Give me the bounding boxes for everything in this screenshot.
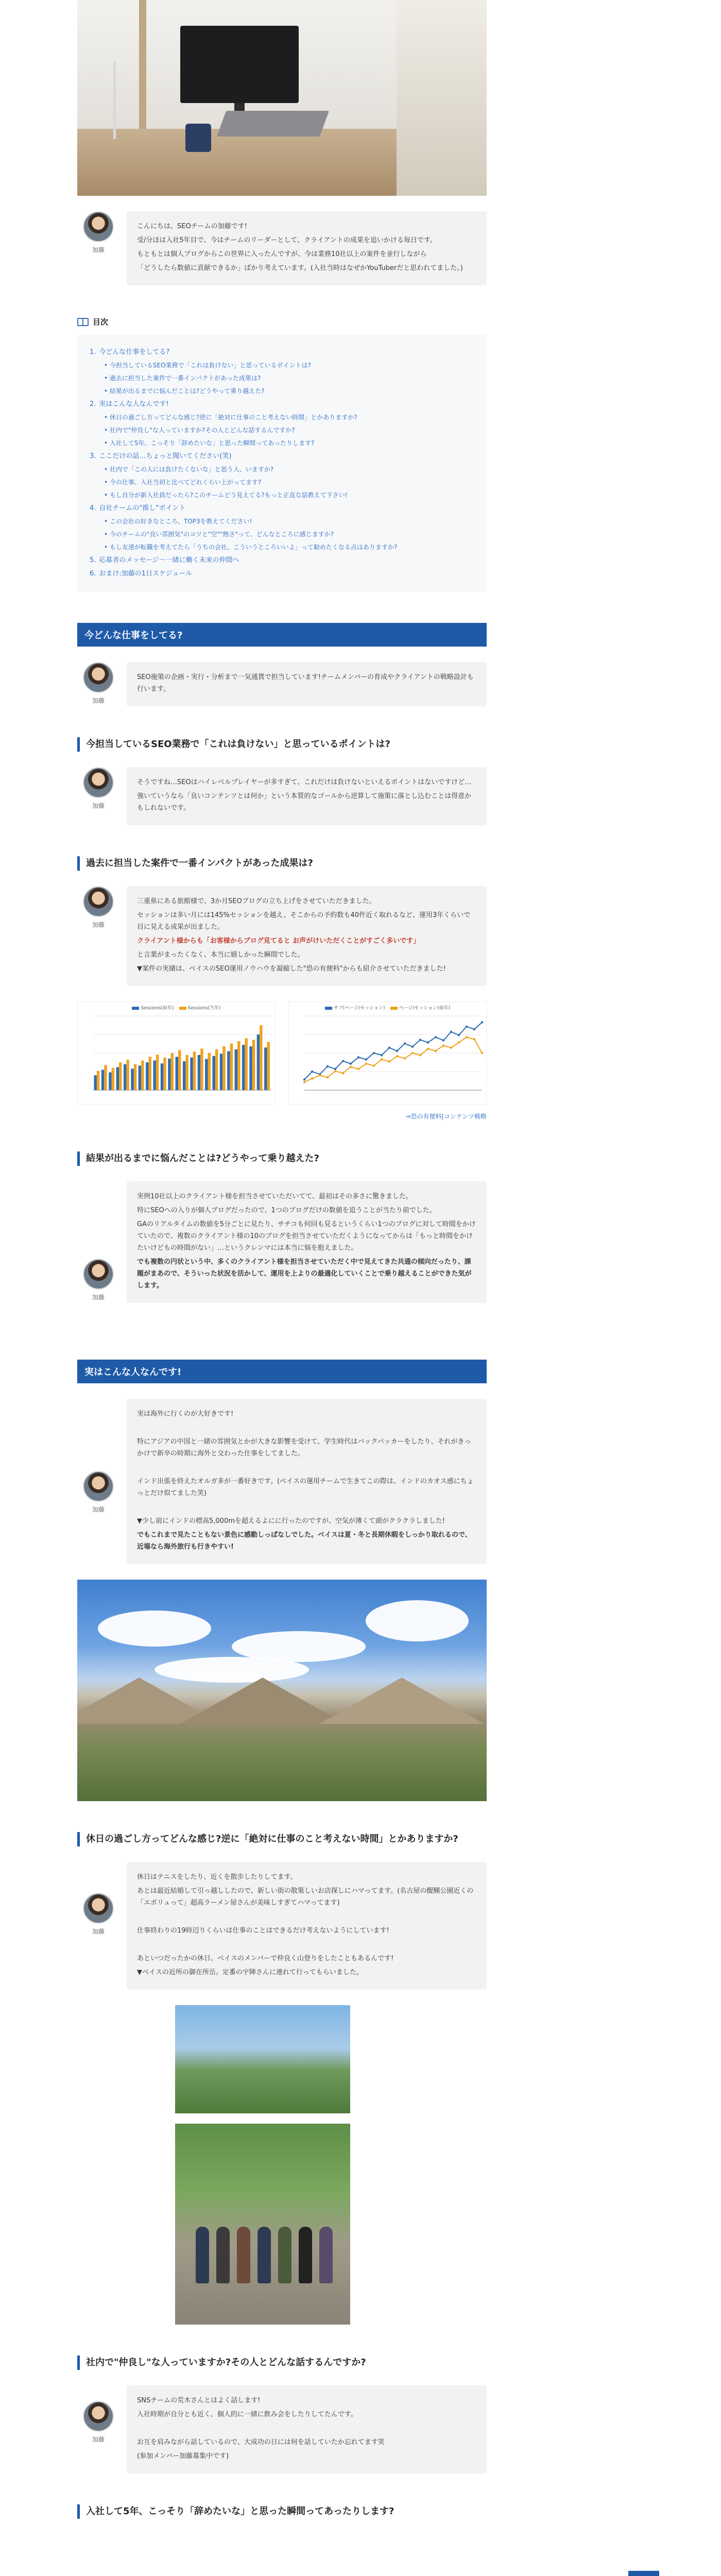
- legend-item: Sessions(当年): [179, 1004, 221, 1011]
- speech-text: でもこれまで見たこともない景色に感動しっぱなしでした。ベイスは夏・冬と長期休暇をしっかり取れるので、近場なら海外旅行も行きやすい!: [137, 1531, 472, 1551]
- data-point: [411, 1045, 414, 1047]
- speech-text: (参加メンバー加藤募集中です): [137, 2452, 229, 2460]
- speech-block: [77, 1181, 487, 1303]
- data-point: [435, 1036, 437, 1038]
- data-point: [311, 1077, 313, 1079]
- speech-text: 特にアジアの中国と一緒の雰囲気とかが大きな影響を受けて、学生時代はバックパッカーをしたり、それがきっかけで新卒の時期に海外と交わった仕事をしてました。: [137, 1438, 471, 1458]
- data-point: [404, 1057, 406, 1059]
- chart-caption-link[interactable]: ⇒恐の有便料|コンテンツ戦略: [405, 1113, 487, 1120]
- data-point: [303, 1078, 305, 1080]
- toc-item[interactable]: 6. おまけ:加藤の1日スケジュール: [90, 570, 193, 578]
- menu-button[interactable]: [628, 2571, 659, 2576]
- data-point: [435, 1050, 437, 1052]
- data-point: [427, 1048, 429, 1050]
- bar: [193, 1052, 196, 1090]
- sessions-bar-chart: [77, 1002, 276, 1105]
- series-line: [304, 1037, 482, 1082]
- toc-heading: [77, 316, 487, 327]
- bar: [222, 1046, 225, 1090]
- bar-chart-svg: [78, 1011, 275, 1103]
- data-point: [466, 1025, 468, 1027]
- author-name: 加藤: [92, 802, 105, 809]
- mountain-landscape-photo: [77, 1580, 487, 1801]
- data-point: [481, 1021, 483, 1023]
- author-avatar: [83, 662, 114, 693]
- author-avatar: [83, 1259, 114, 1290]
- bar: [134, 1064, 136, 1090]
- toc-item[interactable]: 1. 今どんな仕事をしてる?: [90, 348, 170, 356]
- speech-block: [77, 886, 487, 986]
- toc-subitem[interactable]: • もし自分が新入社員だったら?このチームどう見えてる?もっと正直な話教えて下さい!: [90, 489, 474, 502]
- bar: [185, 1055, 188, 1090]
- speech-text: クライアント様からも「お客様からブログ見てると お声がけいただくことがすごく多いです」: [137, 937, 420, 945]
- hero-photo: [77, 0, 487, 196]
- speech-text: 仕事終わりの19時辺りくらいは仕事のことはできるだけ考えないようにしています!: [137, 1927, 389, 1935]
- bar: [242, 1045, 245, 1090]
- data-point: [365, 1058, 367, 1060]
- legend-item: Sessions(前年): [132, 1004, 174, 1011]
- toc-item[interactable]: 5. 応募者のメッセージ〜一緒に働く未来の仲間へ: [90, 556, 239, 564]
- data-point: [342, 1072, 344, 1074]
- bar: [176, 1057, 178, 1090]
- data-point: [373, 1052, 375, 1054]
- speech-text: 実例10社以上のクライアント様を担当させていただいてて、最初はその多さに驚きました。: [137, 1193, 413, 1200]
- data-point: [450, 1031, 452, 1033]
- speech-block: [77, 1399, 487, 1564]
- speech-text: SEO施策の企画・実行・分析まで一気通貫で担当しています!チームメンバーの育成やクライアントの戦略設計も行います。: [137, 673, 474, 693]
- data-point: [327, 1065, 329, 1067]
- toc-subitem[interactable]: • 今担当しているSEO業務で「これは負けない」と思っているポイントは?: [90, 359, 474, 372]
- bar: [230, 1043, 233, 1090]
- bar: [101, 1070, 104, 1090]
- bar: [156, 1055, 159, 1090]
- bar: [237, 1041, 240, 1090]
- speech-bubble: [127, 1399, 487, 1564]
- subsection-heading: 結果が出るまでに悩んだことは?どうやって乗り越えた?: [77, 1151, 487, 1166]
- bar: [212, 1056, 215, 1090]
- bar: [116, 1067, 119, 1090]
- speech-text: SNSチームの荒木さんとはよく話します!: [137, 2397, 261, 2404]
- speech-text: そうですね…SEOはハイレベルプレイヤーが多すぎて、これだけは負けないといえるポイントはないですけど…: [137, 778, 472, 786]
- bar: [104, 1065, 107, 1090]
- data-point: [411, 1052, 414, 1054]
- line-chart-svg: [289, 1011, 486, 1103]
- bar: [200, 1048, 203, 1090]
- bar: [97, 1071, 99, 1090]
- toc-subitem[interactable]: • この会社の好きなところ、TOP3を教えてください!: [90, 515, 474, 528]
- bar: [260, 1025, 262, 1090]
- data-point: [311, 1071, 313, 1073]
- speech-text: 三重県にある旅館様で、3か月SEOブログの立ち上げをさせていただきました。: [137, 897, 376, 905]
- data-point: [427, 1041, 429, 1043]
- intro-bubble: [127, 211, 487, 285]
- data-point: [381, 1058, 383, 1060]
- subsection-heading: 今担当しているSEO業務で「これは負けない」と思っているポイントは?: [77, 737, 487, 752]
- data-point: [319, 1074, 321, 1076]
- results-charts: [77, 1002, 487, 1105]
- bar: [153, 1060, 156, 1090]
- legend-item: ページ/セッション(前年): [390, 1004, 451, 1011]
- legend-item: サブ(ページ/セッション): [325, 1004, 385, 1011]
- subsection-heading: 社内で"仲良し"な人っていますか?その人とどんな話するんですか?: [77, 2355, 487, 2370]
- author-avatar: [83, 1893, 114, 1924]
- bar: [245, 1038, 247, 1090]
- bar: [249, 1046, 252, 1090]
- bar: [139, 1065, 141, 1090]
- table-of-contents: [77, 334, 487, 592]
- data-point: [419, 1039, 421, 1041]
- bar: [178, 1050, 181, 1090]
- author-name: 加藤: [92, 921, 105, 928]
- data-point: [458, 1034, 460, 1036]
- speech-bubble: [127, 2385, 487, 2473]
- speech-text: 入社時期が自分とも近く、個人的に一緒に飲み会をしたりしてたんです。: [137, 2411, 357, 2418]
- speech-text: でも複数の円状という中、多くのクライアント様を担当させていただく中で見えてきた共通の傾向だったり、課題がまあので、そういった状況を活かして、運用を上よりの最適化していくことで乗り越えることができた気がします。: [137, 1258, 472, 1290]
- speech-bubble: [127, 767, 487, 825]
- speech-text: ▼案件の実績は、ベイスのSEO運用ノウハウを凝縮した"恐の有便料"からも紹介させていただきました!: [137, 965, 446, 973]
- data-point: [357, 1068, 359, 1070]
- bar: [235, 1049, 237, 1090]
- data-point: [419, 1054, 421, 1056]
- toc-subitem[interactable]: • 過去に担当した案件で一番インパクトがあった成果は?: [90, 372, 474, 385]
- bar: [264, 1047, 267, 1090]
- data-point: [365, 1062, 367, 1064]
- data-point: [388, 1060, 390, 1062]
- series-line: [304, 1022, 482, 1079]
- data-point: [350, 1066, 352, 1068]
- author-avatar: [83, 211, 114, 242]
- toc-subitem[interactable]: • 社内で"仲良し"な人っていますか?その人とどんな話するんですか?: [90, 424, 474, 437]
- bar: [112, 1068, 114, 1090]
- speech-text: ▼ベイスの近所の御在所岳。定番の宇陣さんに連れて行ってもらいました。: [137, 1969, 363, 1976]
- data-point: [381, 1054, 383, 1056]
- data-point: [458, 1041, 460, 1043]
- speech-text: 実は海外に行くのが大好きです!: [137, 1410, 234, 1418]
- bar: [267, 1042, 270, 1090]
- speech-block: [77, 1862, 487, 1990]
- intro-line: 「どうしたら数値に貢献できるか」ばかり考えています。(入社当時はなぜかYouTuberだと思われてました。): [137, 264, 463, 272]
- bar: [183, 1061, 185, 1090]
- bar: [141, 1060, 144, 1090]
- bar: [171, 1053, 174, 1090]
- author-name: 加藤: [92, 1294, 105, 1301]
- bar: [215, 1049, 218, 1090]
- data-point: [473, 1028, 475, 1030]
- speech-text: セッションは多い月には145%セッションを越え、そこからの予約数も40件近く取れるなど、運用3年くらいで目に見える成果が出ました。: [137, 911, 471, 931]
- data-point: [357, 1056, 359, 1058]
- speech-bubble: [127, 1862, 487, 1990]
- data-point: [334, 1068, 336, 1070]
- pages-line-chart: [288, 1002, 487, 1105]
- section-heading: 今どんな仕事をしてる?: [77, 623, 487, 647]
- group-photo: [175, 2124, 350, 2325]
- intro-line: こんにちは。SEOチームの加藤です!: [137, 223, 247, 230]
- data-point: [396, 1050, 398, 1052]
- toc-item[interactable]: 4. 自社チームの"推し"ポイント: [90, 504, 186, 512]
- data-point: [404, 1042, 406, 1044]
- speech-block: [77, 662, 487, 706]
- speech-bubble: [127, 886, 487, 986]
- data-point: [466, 1036, 468, 1038]
- toc-title: 目次: [93, 317, 109, 327]
- bar: [119, 1062, 122, 1090]
- author-name: 加藤: [92, 1928, 105, 1935]
- data-point: [342, 1060, 344, 1062]
- data-point: [388, 1047, 390, 1049]
- toc-item[interactable]: 2. 実はこんな人なんです!: [90, 400, 169, 408]
- data-point: [442, 1039, 444, 1041]
- bar: [168, 1059, 170, 1090]
- author-name: 加藤: [92, 2436, 105, 2443]
- bar: [124, 1064, 126, 1090]
- data-point: [442, 1044, 444, 1046]
- bar: [146, 1062, 148, 1090]
- bar: [163, 1058, 166, 1090]
- toc-subitem[interactable]: • 入社して5年、こっそり「辞めたいな」と思った瞬間ってあったりします?: [90, 437, 474, 450]
- data-point: [396, 1055, 398, 1057]
- speech-text: と言葉がまったくなく、本当に嬉しかった瞬間でした。: [137, 951, 304, 959]
- speech-text: あとは最近結婚して引っ越ししたので、新しい街の散策しいお店探しにハマってます。(名古屋の醍醐公園近くの「エボリュって」超高ラーメン屋さんが美味しすぎてハマってます): [137, 1887, 474, 1907]
- bar: [252, 1040, 255, 1090]
- data-point: [450, 1047, 452, 1049]
- speech-text: GAのリアルタイムの数値を5分ごとに見たり、サチコも何回も見るというくらい1つのブログに対して時間をかけていたので、複数のクライアント様の10のブログを担当させていただくようになってからは「もっと時間をかけたいけどもの時間がない」…というクレンマには本当に悩を抱えました。: [137, 1221, 476, 1252]
- section-heading: 実はこんな人なんです!: [77, 1360, 487, 1383]
- bar: [149, 1057, 151, 1090]
- hiking-photo: [175, 2005, 350, 2113]
- bar: [190, 1058, 193, 1090]
- speech-bubble: [127, 1181, 487, 1303]
- data-point: [327, 1076, 329, 1078]
- author-name: 加藤: [92, 246, 105, 253]
- speech-text: 強いていうなら「良いコンテンツとは何か」という本質的なゴールから逆算して施策に落とし込むことは得意かもしれないです。: [137, 792, 472, 812]
- toc-subitem[interactable]: • 休日の過ごし方ってどんな感じ?逆に「絶対に仕事のこと考えない時間」とかありますか?: [90, 411, 474, 424]
- speech-text: 休日はテニスをしたり、近くを散歩したりしてます。: [137, 1873, 297, 1881]
- data-point: [334, 1070, 336, 1072]
- bar: [205, 1059, 208, 1090]
- speech-block: [77, 767, 487, 825]
- author-avatar: [83, 886, 114, 917]
- author-name: 加藤: [92, 1506, 105, 1513]
- toc-subitem[interactable]: • 社内で「この人には負けたくないな」と思う人、いますか?: [90, 463, 474, 476]
- intro-line: 受/分ほは入社5年目で、今はチームのリーダーとして、クライアントの成果を追いかける毎日です。: [137, 236, 437, 244]
- toc-subitem[interactable]: • もし友達が転職を考えてたら「うちの会社、こういうところいいよ」って勧めたくなる点はありますか?: [90, 541, 474, 554]
- author-name: 加藤: [92, 697, 105, 704]
- author-avatar: [83, 767, 114, 798]
- speech-bubble: [127, 662, 487, 706]
- subsection-heading: 入社して5年、こっそり「辞めたいな」と思った瞬間ってあったりします?: [77, 2504, 487, 2519]
- book-icon: [77, 318, 89, 326]
- speech-text: お互を肩みながら話しているので、大成功の日には何を話していたか忘れてます笑: [137, 2438, 385, 2446]
- author-avatar: [83, 2401, 114, 2432]
- subsection-heading: 過去に担当した案件で一番インパクトがあった成果は?: [77, 856, 487, 871]
- data-point: [481, 1052, 483, 1054]
- article-main: [77, 0, 487, 2519]
- bar: [220, 1054, 222, 1090]
- bar: [198, 1055, 200, 1090]
- data-point: [350, 1062, 352, 1064]
- bar: [257, 1035, 260, 1090]
- toc-item[interactable]: 3. ここだけの話…ちょっと聞いてください(笑): [90, 452, 232, 460]
- bar: [131, 1069, 133, 1090]
- bar: [227, 1051, 230, 1090]
- bar: [94, 1075, 96, 1090]
- intro-speech: [77, 211, 487, 285]
- speech-block: [77, 2385, 487, 2473]
- data-point: [303, 1081, 305, 1083]
- bar: [161, 1063, 163, 1090]
- toc-subitem[interactable]: • 今の仕事、入社当初と比べてどれくらい上がってます?: [90, 476, 474, 489]
- intro-line: もともとは個人ブログからこの世界に入ったんですが、今は業務10社以上の案件を並行しながら: [137, 250, 427, 258]
- speech-text: ▼少し前にインドの標高5,000mを超えるよにに行ったのですが、空気が薄くて頭がクラクラしました!: [137, 1517, 445, 1525]
- toc-subitem[interactable]: • 今のチームの"良い雰囲気"のコツと"空""熱さ"って、どんなところに感じますか?: [90, 528, 474, 541]
- subsection-heading: 休日の過ごし方ってどんな感じ?逆に「絶対に仕事のこと考えない時間」とかありますか?: [77, 1832, 487, 1846]
- speech-text: インド出張を終えたオルガ多が一番好きです。(ベイスの運用チームで生きてこの際は、インドのカオス感にちょっとだけ似てました笑): [137, 1478, 474, 1497]
- speech-text: 特にSEOへの入りが個人ブログだったので、1つのブログだけの数値を追うことが当たり前でした。: [137, 1207, 436, 1214]
- bar: [109, 1072, 111, 1090]
- bar: [208, 1053, 211, 1090]
- toc-subitem[interactable]: • 結果が出るまでに悩んだことは?どうやって乗り越えた?: [90, 385, 474, 398]
- bar: [126, 1060, 129, 1090]
- speech-text: あといつだったかの休日、ベイスのメンバーで仲良く山登りをしたこともあるんです!: [137, 1955, 394, 1962]
- author-avatar: [83, 1471, 114, 1502]
- data-point: [373, 1064, 375, 1066]
- data-point: [473, 1038, 475, 1040]
